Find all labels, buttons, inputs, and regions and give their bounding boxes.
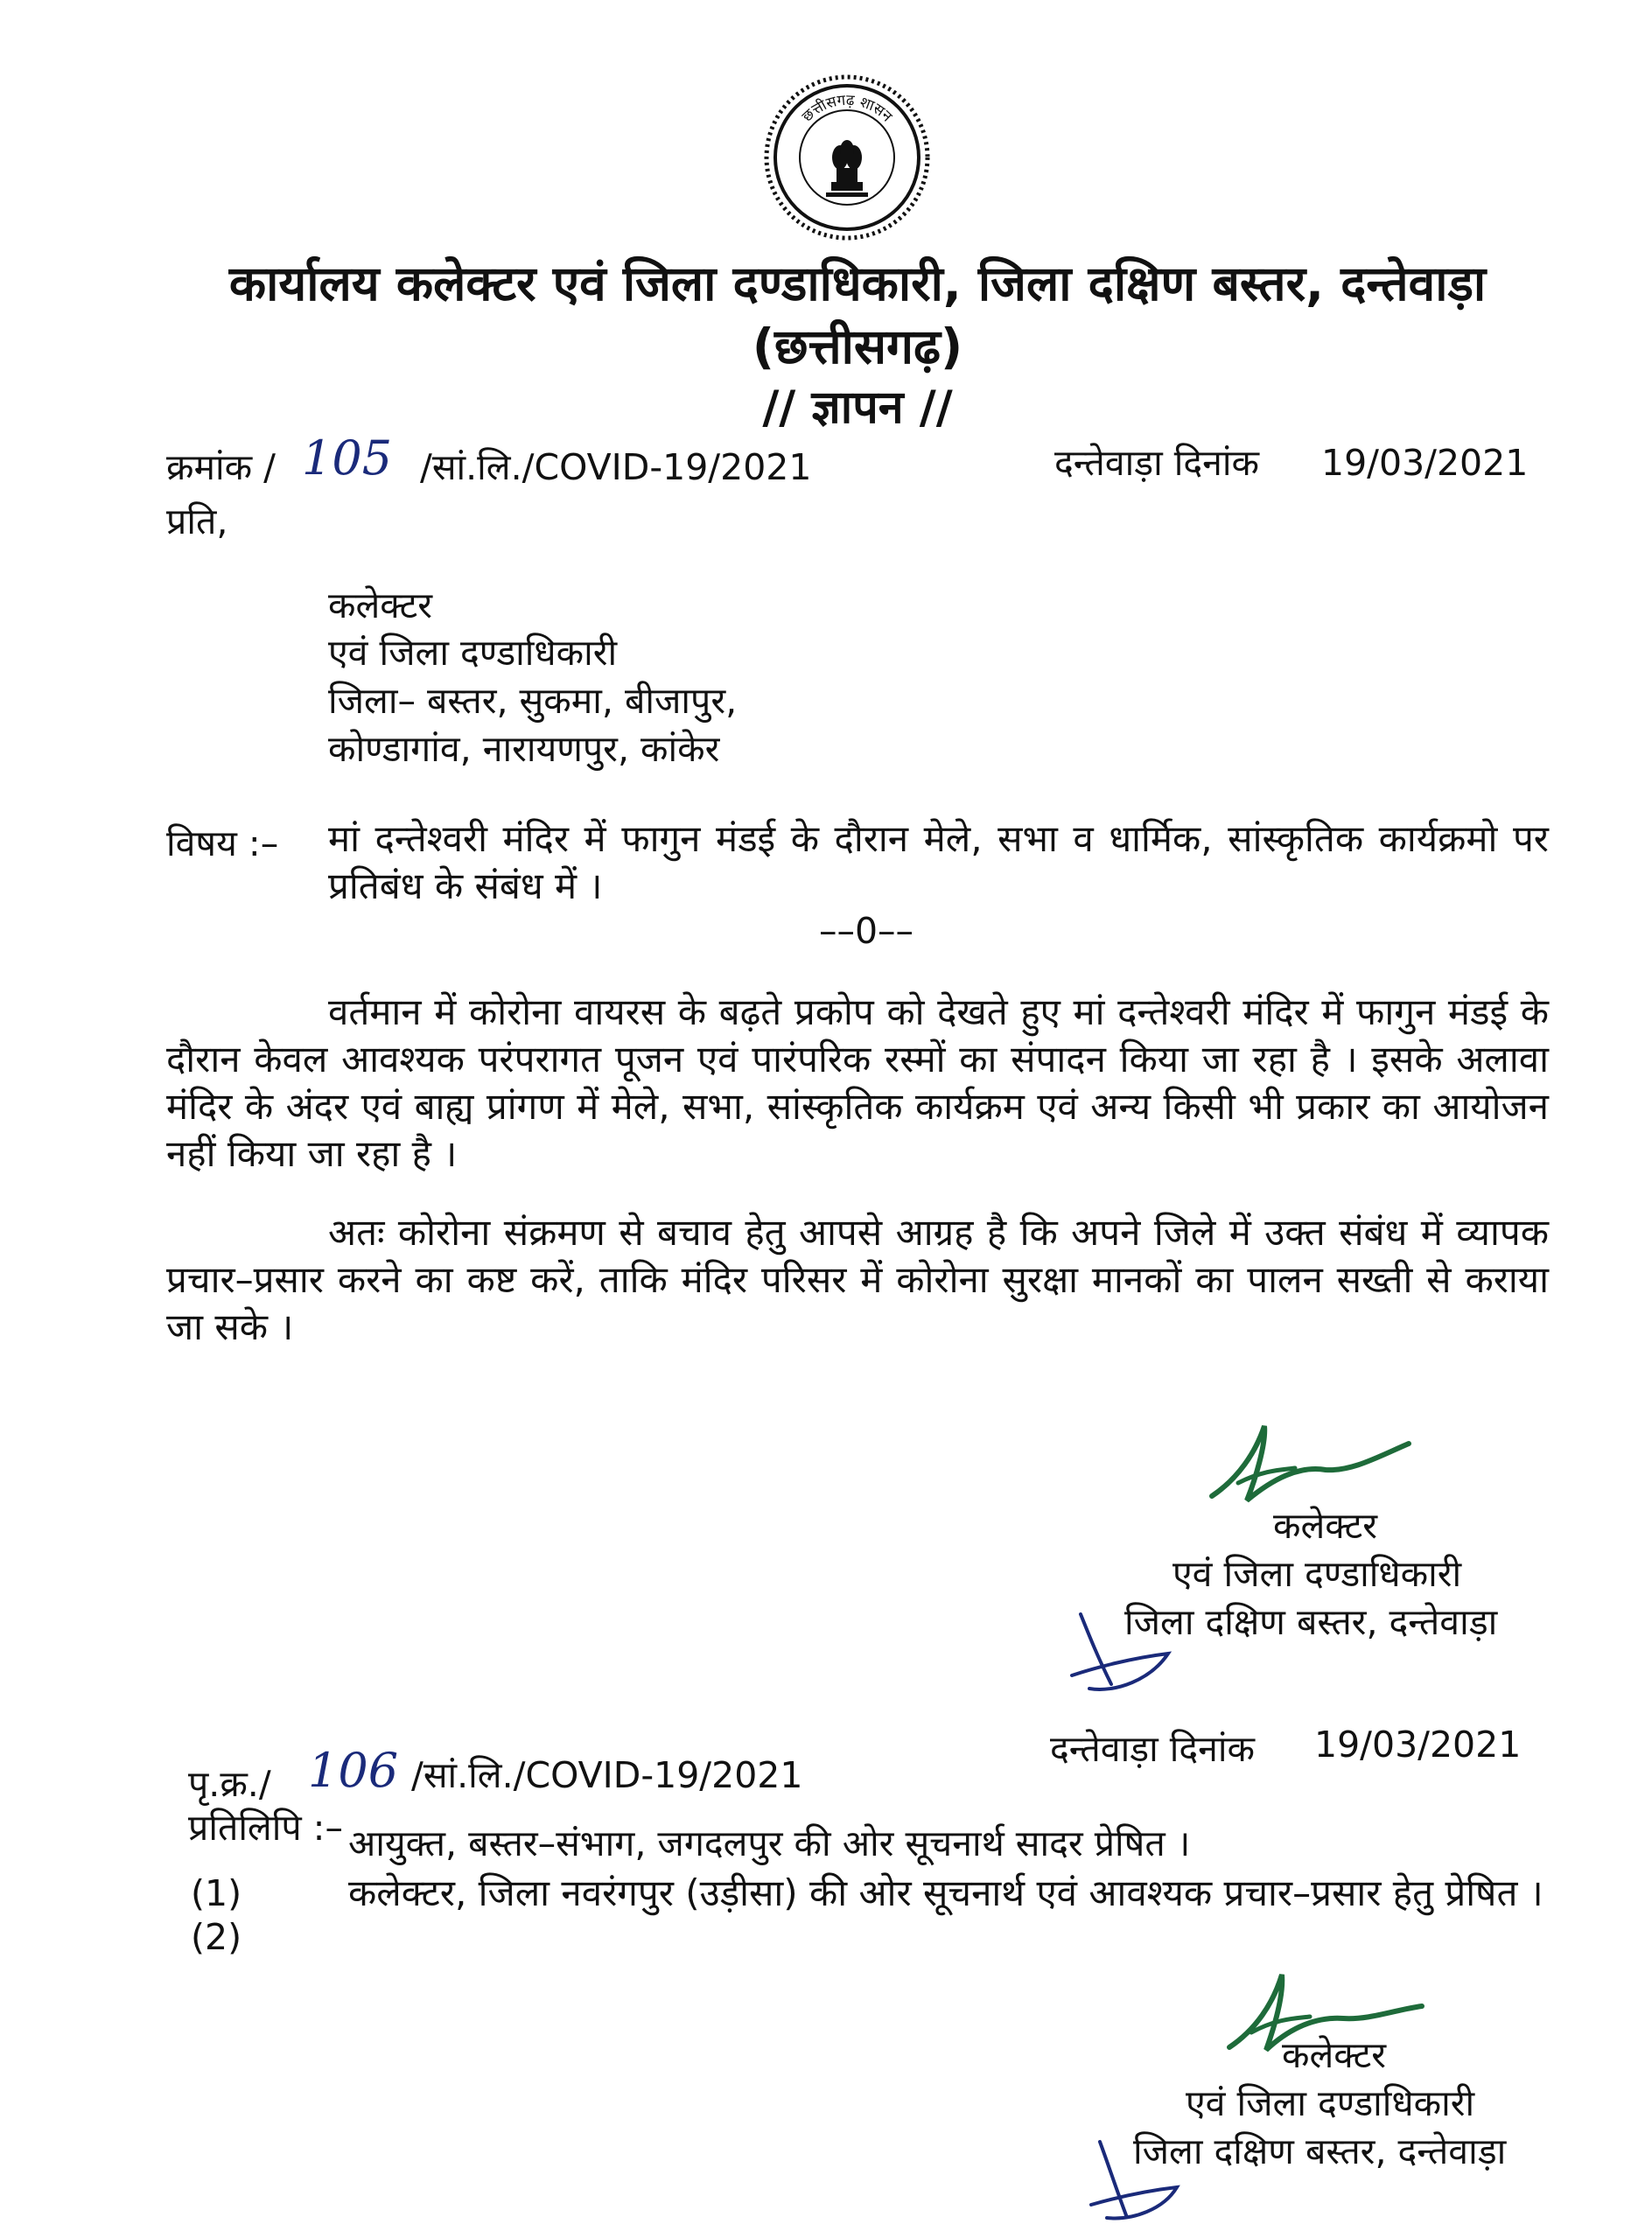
copy-item-2-text: कलेक्टर, जिला नवरंगपुर (उड़ीसा) की ओर सूचनार्थ एवं आवश्यक प्रचार–प्रसार हेतु प्रेषित । — [348, 1871, 1544, 1914]
body-paragraph-1: वर्तमान में कोरोना वायरस के बढ़ते प्रकोप को देखते हुए मां दन्तेश्वरी मंदिर में फागुन मंडई के दौरान केवल आवश्यक परंपरागत पूजन एवं पारंपरिक रस्मों का संपादन किया जा रहा है । इसके अलावा मंदिर के अंदर एवं बाह्य प्रांगण में मेले, सभा, सांस्कृतिक कार्यक्रम एवं अन्य किसी भी प्रकार का आयोजन नहीं किया जा रहा है । — [166, 990, 1549, 1175]
date-value: 19/03/2021 — [1321, 442, 1529, 484]
copy-item-2-number: (2) — [191, 1916, 242, 1958]
reference-number-suffix: /सां.लि./COVID-19/2021 — [420, 446, 812, 488]
endorsement-date-value: 19/03/2021 — [1314, 1724, 1522, 1766]
addressee-line-3: जिला– बस्तर, सुकमा, बीजापुर, — [328, 680, 738, 722]
office-heading: कार्यालय कलेक्टर एवं जिला दण्डाधिकारी, जिला दक्षिण बस्तर, दन्तेवाड़ा — [228, 255, 1487, 311]
endorsement-number-handwritten: 106 — [308, 1743, 399, 1798]
body-paragraph-2: अतः कोरोना संक्रमण से बचाव हेतु आपसे आग्रह है कि अपने जिले में उक्त संबंध में व्यापक प्रचार–प्रसार करने का कष्ट करें, ताकि मंदिर परिसर में कोरोना सुरक्षा मानकों का पालन सख्ती से कराया जा सके । — [166, 1211, 1549, 1348]
reference-number-prefix: क्रमांक / — [166, 446, 276, 488]
copy-signatory-designation-3: जिला दक्षिण बस्तर, दन्तेवाड़ा — [1133, 2130, 1507, 2172]
addressee-line-1: कलेक्टर — [328, 584, 433, 626]
endorsement-date-label: दन्तेवाड़ा दिनांक — [1050, 1728, 1256, 1770]
initials-mark-2 — [1081, 2135, 1186, 2227]
svg-text:छत्तीसगढ़ शासन — [799, 92, 896, 126]
signatory-designation-2: एवं जिला दण्डाधिकारी — [1172, 1553, 1462, 1595]
signatory-designation-3: जिला दक्षिण बस्तर, दन्तेवाड़ा — [1124, 1601, 1498, 1643]
to-label: प्रति, — [166, 500, 228, 542]
endorsement-number-prefix: पृ.क्र./ — [188, 1763, 271, 1805]
copy-item-1-text: आयुक्त, बस्तर–संभाग, जगदलपुर की ओर सूचनार्थ सादर प्रेषित । — [348, 1822, 1191, 1864]
copy-signatory-designation-1: कलेक्टर — [1282, 2034, 1387, 2076]
copy-to-label: प्रतिलिपि :– — [188, 1807, 343, 1849]
date-label: दन्तेवाड़ा दिनांक — [1054, 442, 1260, 484]
copy-signatory-designation-2: एवं जिला दण्डाधिकारी — [1186, 2082, 1475, 2124]
separator: ––0–– — [818, 910, 914, 952]
signatory-designation-1: कलेक्टर — [1273, 1505, 1378, 1547]
reference-number-handwritten: 105 — [302, 430, 393, 486]
subject-label: विषय :– — [166, 822, 279, 864]
signature-1 — [1203, 1417, 1422, 1514]
addressee-line-4: कोण्डागांव, नारायणपुर, कांकेर — [328, 728, 720, 770]
subject-text: मां दन्तेश्वरी मंदिर में फागुन मंडई के दौरान मेले, सभा व धार्मिक, सांस्कृतिक कार्यक्रमो पर प्रतिबंध के संबंध में । — [328, 817, 1549, 907]
endorsement-number-suffix: /सां.लि./COVID-19/2021 — [411, 1754, 803, 1796]
addressee-line-2: एवं जिला दण्डाधिकारी — [328, 632, 618, 674]
initials-mark-1 — [1063, 1605, 1177, 1702]
government-seal-emblem — [760, 70, 934, 245]
state-name: (छत्तीसगढ़) — [752, 318, 963, 374]
memo-heading: // ज्ञापन // — [762, 381, 953, 434]
copy-item-1-number: (1) — [191, 1872, 242, 1914]
seal-text: छत्तीसगढ़ शासन — [798, 91, 896, 126]
